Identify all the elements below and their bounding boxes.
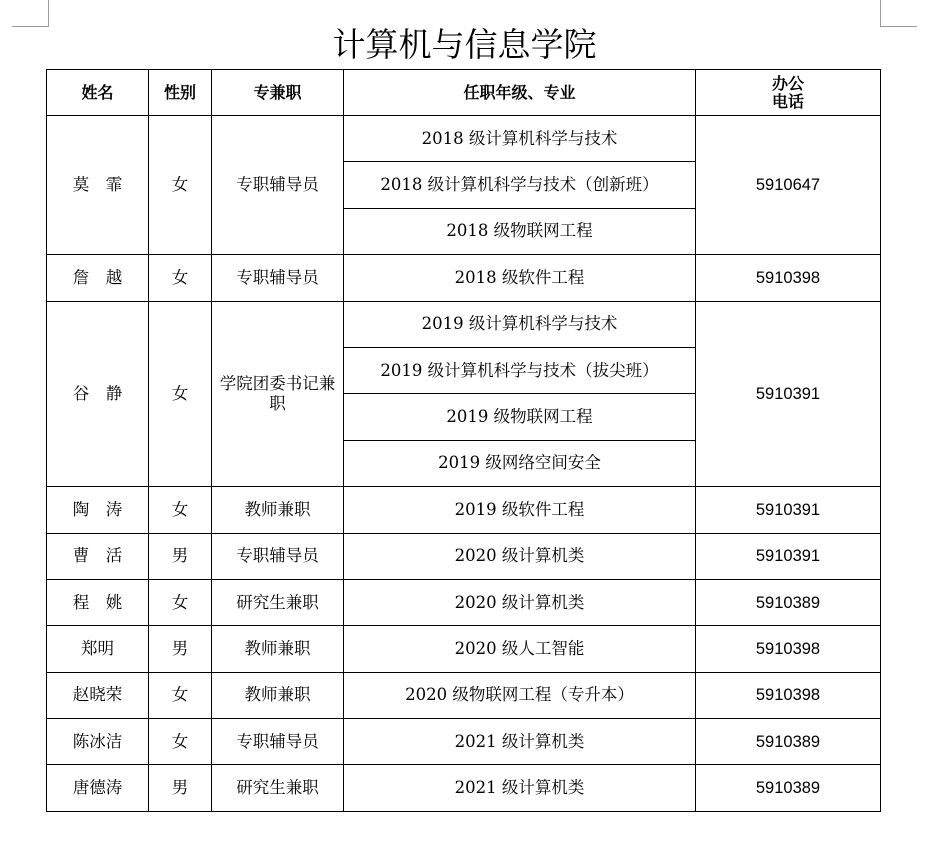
cell-major: 2020 级计算机类 bbox=[344, 579, 696, 625]
header-phone-line1: 办公 bbox=[771, 73, 804, 93]
cell-role: 研究生兼职 bbox=[212, 765, 344, 812]
cell-major: 2020 级计算机类 bbox=[344, 533, 696, 579]
cell-major: 2021 级计算机类 bbox=[344, 765, 696, 812]
cell-name: 郑明 bbox=[47, 626, 149, 672]
cell-phone: 5910398 bbox=[696, 255, 881, 301]
cell-gender: 女 bbox=[149, 116, 212, 255]
cell-name: 詹 越 bbox=[47, 255, 149, 301]
table-row bbox=[47, 672, 881, 718]
cell-name: 陈冰洁 bbox=[47, 719, 149, 765]
cell-phone: 5910647 bbox=[696, 116, 881, 255]
cell-role: 教师兼职 bbox=[212, 672, 344, 718]
header-assignment: 任职年级、专业 bbox=[344, 70, 696, 116]
cell-major: 2019 级网络空间安全 bbox=[344, 440, 696, 486]
cell-phone: 5910389 bbox=[696, 765, 881, 812]
cell-gender: 女 bbox=[149, 579, 212, 625]
cell-name: 陶 涛 bbox=[47, 487, 149, 533]
cell-role: 专职辅导员 bbox=[212, 719, 344, 765]
cell-gender: 女 bbox=[149, 255, 212, 301]
cell-major: 2018 级计算机科学与技术（创新班） bbox=[344, 162, 696, 208]
cell-major: 2019 级计算机科学与技术 bbox=[344, 301, 696, 347]
table-row bbox=[47, 626, 881, 672]
cell-phone: 5910391 bbox=[696, 487, 881, 533]
cell-major: 2018 级物联网工程 bbox=[344, 208, 696, 254]
page-title: 计算机与信息学院 bbox=[332, 25, 597, 64]
cell-major: 2018 级软件工程 bbox=[344, 255, 696, 301]
cell-name: 赵晓荣 bbox=[47, 672, 149, 718]
cell-name: 唐德涛 bbox=[47, 765, 149, 812]
cell-role: 专职辅导员 bbox=[212, 116, 344, 255]
header-row bbox=[47, 70, 881, 116]
cell-major: 2019 级计算机科学与技术（拔尖班） bbox=[344, 347, 696, 393]
cell-phone: 5910391 bbox=[696, 533, 881, 579]
cell-major: 2021 级计算机类 bbox=[344, 719, 696, 765]
cell-gender: 女 bbox=[149, 719, 212, 765]
table-row bbox=[47, 533, 881, 579]
cell-name: 曹 活 bbox=[47, 533, 149, 579]
cell-major: 2020 级人工智能 bbox=[344, 626, 696, 672]
cell-gender: 男 bbox=[149, 626, 212, 672]
cell-role: 学院团委书记兼职 bbox=[212, 301, 344, 487]
cell-name: 莫 霏 bbox=[47, 116, 149, 255]
cell-gender: 男 bbox=[149, 765, 212, 812]
cell-major: 2018 级计算机科学与技术 bbox=[344, 116, 696, 162]
table-row bbox=[47, 116, 881, 162]
cell-gender: 女 bbox=[149, 672, 212, 718]
cell-role: 专职辅导员 bbox=[212, 533, 344, 579]
table-row bbox=[47, 719, 881, 765]
cell-phone: 5910391 bbox=[696, 301, 881, 487]
cell-gender: 女 bbox=[149, 487, 212, 533]
cell-name: 谷 静 bbox=[47, 301, 149, 487]
table-row bbox=[47, 301, 881, 347]
cell-gender: 男 bbox=[149, 533, 212, 579]
header-phone-line2: 电话 bbox=[771, 91, 804, 111]
cell-phone: 5910398 bbox=[696, 626, 881, 672]
cell-major: 2019 级软件工程 bbox=[344, 487, 696, 533]
cell-phone: 5910389 bbox=[696, 719, 881, 765]
cell-name: 程 姚 bbox=[47, 579, 149, 625]
cell-role: 研究生兼职 bbox=[212, 579, 344, 625]
table-row bbox=[47, 255, 881, 301]
cell-role: 教师兼职 bbox=[212, 487, 344, 533]
cell-major: 2020 级物联网工程（专升本） bbox=[344, 672, 696, 718]
table-row bbox=[47, 579, 881, 625]
cell-role: 教师兼职 bbox=[212, 626, 344, 672]
table-row bbox=[47, 487, 881, 533]
cell-role: 专职辅导员 bbox=[212, 255, 344, 301]
cell-gender: 女 bbox=[149, 301, 212, 487]
cell-major: 2019 级物联网工程 bbox=[344, 394, 696, 440]
cell-phone: 5910398 bbox=[696, 672, 881, 718]
cell-phone: 5910389 bbox=[696, 579, 881, 625]
counselor-table bbox=[46, 69, 881, 812]
table-row bbox=[47, 765, 881, 812]
header-name: 姓名 bbox=[47, 70, 149, 116]
header-role: 专兼职 bbox=[212, 70, 344, 116]
header-phone bbox=[696, 70, 881, 116]
header-gender: 性别 bbox=[149, 70, 212, 116]
